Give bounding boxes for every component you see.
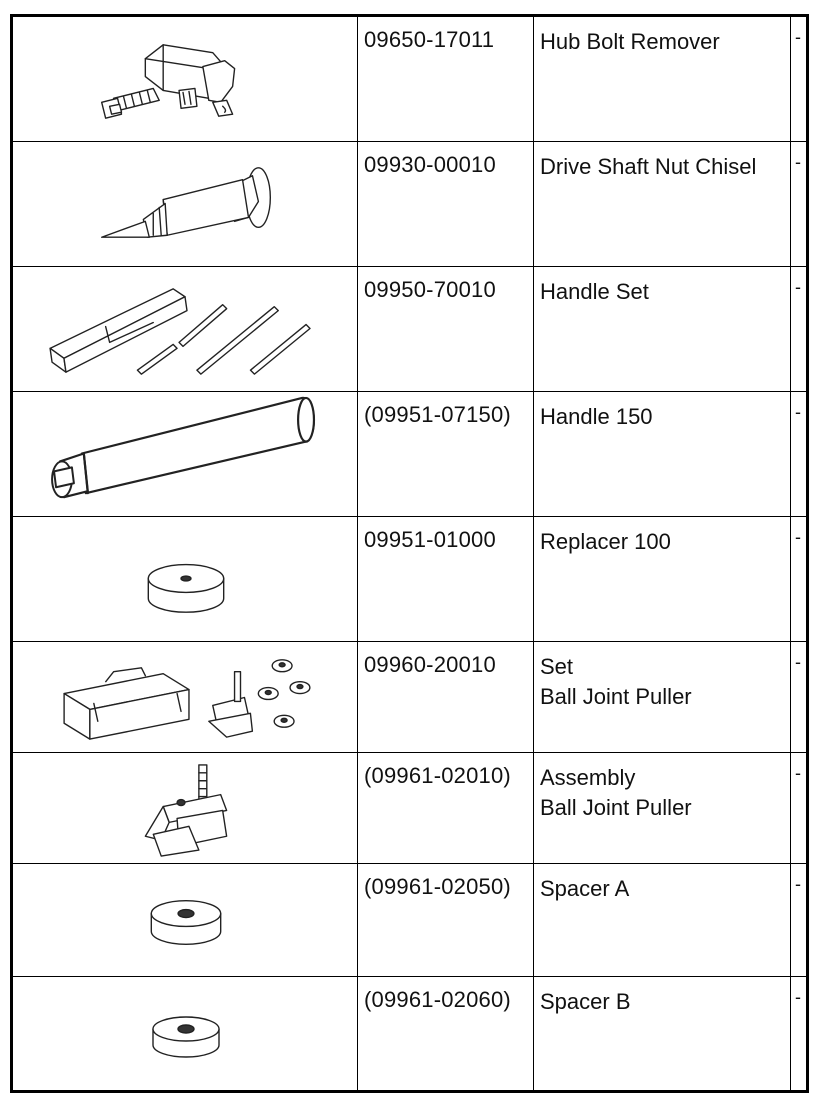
- tool-name: [534, 977, 791, 1090]
- hub-bolt-remover-icon: [13, 17, 358, 141]
- handle-icon: [13, 392, 358, 516]
- part-number: 09930-00010: [358, 142, 534, 266]
- puller-assembly-icon: [13, 753, 358, 863]
- remark: -: [795, 402, 801, 422]
- table-row: [13, 864, 806, 977]
- tool-name: [534, 17, 791, 141]
- table-row: [13, 753, 806, 864]
- replacer-icon: [13, 517, 358, 641]
- tool-name-line: Ball Joint Puller: [540, 684, 692, 709]
- tool-name-line: Handle Set: [540, 279, 649, 304]
- remark: -: [795, 987, 801, 1007]
- tool-name-line: Handle 150: [540, 404, 653, 429]
- spacer-icon: [13, 977, 358, 1090]
- tool-name: [534, 753, 791, 863]
- tool-name-line: Drive Shaft Nut Chisel: [540, 154, 757, 179]
- special-tool-table: [10, 14, 809, 1093]
- chisel-icon: [13, 142, 358, 266]
- part-number: (09961-02050): [358, 864, 534, 976]
- tool-name: [534, 864, 791, 976]
- table-row: [13, 267, 806, 392]
- remark: -: [795, 277, 801, 297]
- part-number: (09951-07150): [358, 392, 534, 516]
- tool-name-line: Assembly: [540, 765, 636, 790]
- puller-set-icon: [13, 642, 358, 752]
- remark: -: [795, 874, 801, 894]
- remark: -: [795, 652, 801, 672]
- tool-name: [534, 642, 791, 752]
- tool-name-line: Spacer B: [540, 989, 631, 1014]
- remark: -: [795, 152, 801, 172]
- tool-name: [534, 267, 791, 391]
- handle-set-icon: [13, 267, 358, 391]
- part-number: 09951-01000: [358, 517, 534, 641]
- table-row: [13, 977, 806, 1090]
- part-number: (09961-02010): [358, 753, 534, 863]
- tool-name: [534, 142, 791, 266]
- remark: -: [795, 763, 801, 783]
- part-number: (09961-02060): [358, 977, 534, 1090]
- tool-name: [534, 392, 791, 516]
- table-row: [13, 142, 806, 267]
- tool-name: [534, 517, 791, 641]
- tool-name-line: Spacer A: [540, 876, 630, 901]
- part-number: 09650-17011: [358, 17, 534, 141]
- remark: -: [795, 527, 801, 547]
- table-row: [13, 517, 806, 642]
- table-row: [13, 392, 806, 517]
- tool-name-line: Replacer 100: [540, 529, 671, 554]
- table-row: [13, 642, 806, 753]
- table-row: [13, 17, 806, 142]
- part-number: 09960-20010: [358, 642, 534, 752]
- tool-name-line: Ball Joint Puller: [540, 795, 692, 820]
- remark: -: [795, 27, 801, 47]
- tool-name-line: Hub Bolt Remover: [540, 29, 720, 54]
- tool-name-line: Set: [540, 654, 574, 679]
- spacer-icon: [13, 864, 358, 976]
- part-number: 09950-70010: [358, 267, 534, 391]
